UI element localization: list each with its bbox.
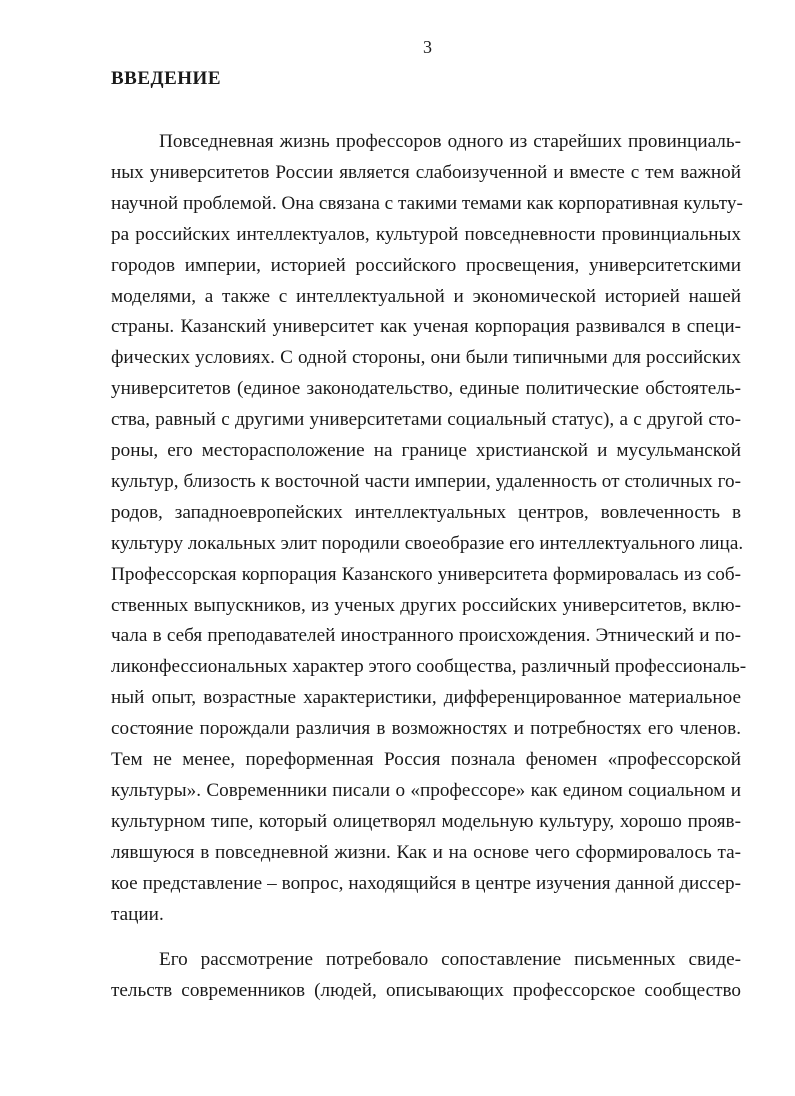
text-line: родов, западноевропейских интеллектуальных центров, вовлеченность в <box>111 501 741 523</box>
text-line: тельств современников (людей, описывающих профессорское сообщество <box>111 979 741 1001</box>
text-line: лявшуюся в повседневной жизни. Как и на основе чего сформировалось та- <box>111 841 741 863</box>
text-line: Профессорская корпорация Казанского университета формировалась из соб- <box>111 563 741 585</box>
text-line: Повседневная жизнь профессоров одного из старейших провинциаль- <box>159 131 741 152</box>
text-line: ра российских интеллектуалов, культурой повседневности провинциальных <box>111 223 741 245</box>
text-line: чала в себя преподавателей иностранного происхождения. Этнический и по- <box>111 625 741 647</box>
text-line: ных университетов России является слабоизученной и вместе с тем важной <box>111 161 741 183</box>
text-line: культуру локальных элит породили своеобразие его интеллектуального лица. <box>111 532 744 554</box>
text-line: ства, равный с другими университетами социальный статус), а с другой сто- <box>111 409 741 431</box>
text-line: культур, близость к восточной части империи, удаленность от столичных го- <box>111 470 741 492</box>
text-line: тации. <box>111 903 164 925</box>
text-line: Тем не менее, пореформенная Россия познала феномен «профессорской <box>111 749 741 770</box>
text-line: ный опыт, возрастные характеристики, дифференцированное материальное <box>111 687 741 709</box>
page-number: 3 <box>423 37 432 57</box>
text-line: моделями, а также с интеллектуальной и экономической историей нашей <box>111 285 741 307</box>
text-line: городов империи, историей российского просвещения, университетскими <box>111 254 741 276</box>
text-line: научной проблемой. Она связана с такими темами как корпоративная культу- <box>111 192 743 214</box>
text-line: Его рассмотрение потребовало сопоставление письменных свиде- <box>159 949 741 970</box>
text-line: фических условиях. С одной стороны, они были типичными для российских <box>111 347 741 369</box>
text-line: роны, его месторасположение на границе христианской и мусульманской <box>111 440 741 461</box>
text-line: страны. Казанский университет как ученая корпорация развивался в специ- <box>111 316 741 338</box>
text-line: ственных выпускников, из ученых других российских университетов, вклю- <box>111 594 741 616</box>
section-heading: ВВЕДЕНИЕ <box>111 68 221 89</box>
text-line: ликонфессиональных характер этого сообщества, различный профессиональ- <box>111 656 747 678</box>
text-line: культурном типе, который олицетворял модельную культуру, хорошо прояв- <box>111 810 741 832</box>
text-line: культуры». Современники писали о «профессоре» как едином социальном и <box>111 779 741 801</box>
text-line: кое представление – вопрос, находящийся в центре изучения данной диссер- <box>111 872 741 894</box>
text-line: университетов (единое законодательство, единые политические обстоятель- <box>111 378 741 400</box>
text-line: состояние порождали различия в возможностях и потребностях его членов. <box>111 718 741 740</box>
